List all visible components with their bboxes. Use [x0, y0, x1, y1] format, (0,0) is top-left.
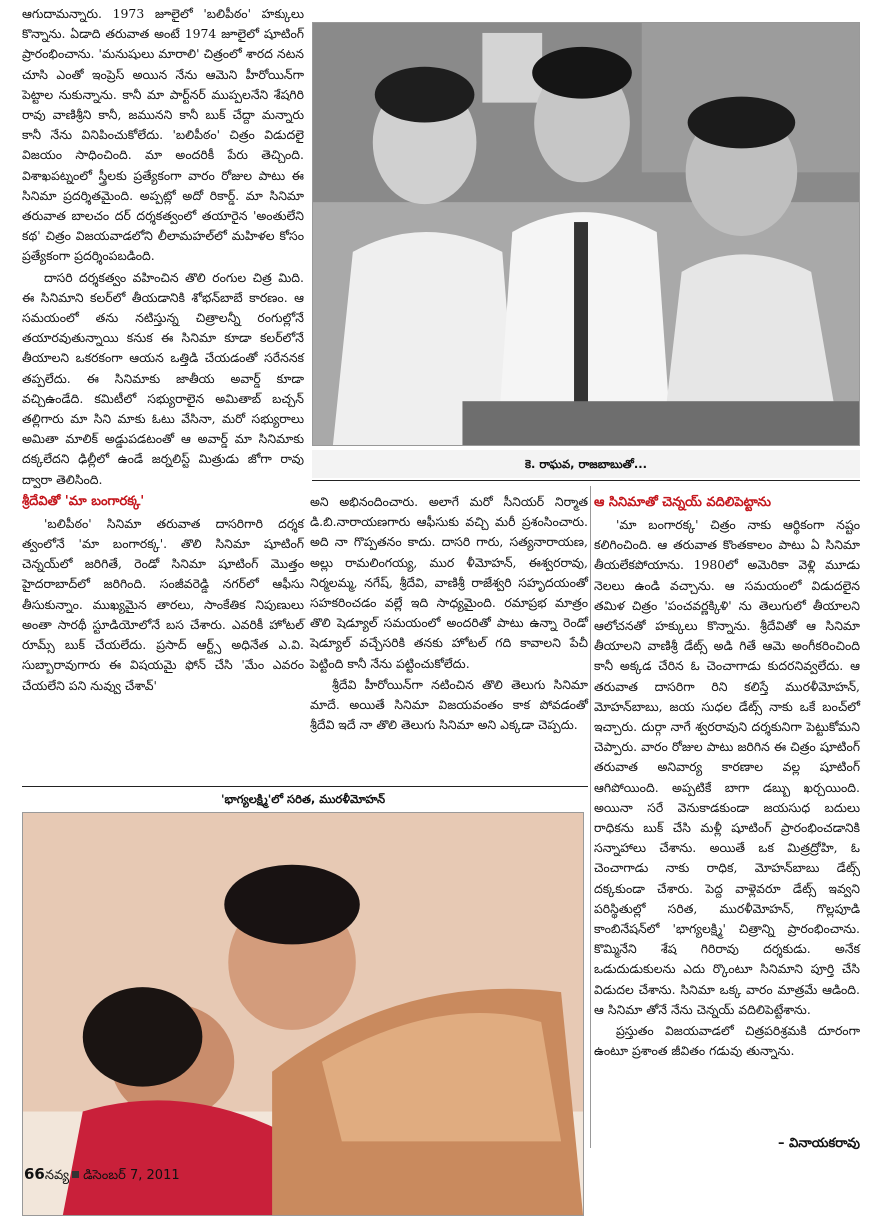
paragraph: శ్రీదేవి హీరోయిన్‌గా నటించిన తొలి తెలుగు సినిమా మాదే. అయితే సినిమా విజయవంతం కాక పోవడంతో శ్రీదేవి ఇదే నా తొలి తెలుగు సినిమా అని ఎక్కడా చెప్పదు. [310, 676, 588, 733]
column-divider [590, 486, 591, 1148]
issue-date: డిసెంబర్ 7, 2011 [83, 1168, 180, 1183]
paragraph: ఆగుదామన్నారు. 1973 జూలైలో 'బలిపీఠం' హక్కులు కొన్నాను. ఏడాది తరువాత అంటే 1974 జూలైలో షూటింగ్ ప్రారంభించాను. 'మనుషులు మారాలి' చిత్రంలో శారద నటన చూసి ఎంతో ఇంప్రెస్ అయిన నేను ఆమెని హీరోయిన్‌గా పెట్టాల నుకున్నాను. కానీ మా పార్ట్‌నర్ ముప్పలనేని శేషగిరి రావు వాణిశ్రీని కానీ, జమునని కానీ బుక్ చేద్దా మన్నారు కానీ నేను వినిపించుకోలేదు. 'బలిపీఠం' చిత్రం విడుదలై విజయం సాధించింది. మా అందరికీ పేరు తెచ్చింది. విశాఖపట్నంలో స్త్రీలకు ప్రత్యేకంగా వారం రోజుల పాటు ఈ సినిమా ప్రదర్శితమైంది. అప్పట్లో అదో రికార్డ్. మా సినిమా తరువాత బాలచం దర్ దర్శకత్వంలో తయారైన 'అంతులేని కథ' చిత్రం విజయవాడలోని లీలామహల్‌లో మహిళల కోసం ప్రత్యేకంగా ప్రదర్శింపబడింది. [22, 6, 304, 264]
paragraph: అని అభినందించారు. అలాగే మరో సీనియర్ నిర్మాత డి.బి.నారాయణగారు ఆఫీసుకు వచ్చి మరీ ప్రశంసించారు. అది నా గొప్పతనం కాదు. దాసరి గారు, సత్యనారాయణ, అల్లు రామలింగయ్య, ముర ళీమోహన్, ఈశ్వరరావు, నిర్మలమ్మ, నగేష్, శ్రీదేవి, వాణిశ్రీ రాజేశ్వరి సహృదయంతో సహకరించడం వల్లే ఇది సాధ్యమైంది. రమాప్రభ మాత్రం తొలి షెడ్యూల్ సమయంలో అందరితో పాటు ఉన్నా రెండో షెడ్యూల్ వచ్చేసరికి తనకు హోటల్ గది కావాలని పేచీ పెట్టింది కానీ నేను పట్టించుకోలేదు. [310, 494, 588, 671]
photo-film-still [22, 812, 584, 1216]
paragraph: దాసరి దర్శకత్వం వహించిన తొలి రంగుల చిత్ర మిది. ఈ సినిమాని కలర్‌లో తీయడానికి శోభన్‌బాబే కారణం. ఆ సమయంలో తను నటిస్తున్న చిత్రాలన్నీ రంగుల్లోనే తయారవుతున్నాయి కనుక ఈ సినిమా కూడా కలర్‌లోనే తీయాలని ఒకరకంగా ఆయన ఒత్తిడి చేయడంతో సరేననక తప్పలేదు. ఈ సినిమాకు జాతీయ అవార్డ్ కూడా వచ్చిఉండేది. కమిటీలో సభ్యురాలైన అమితాబ్ బచ్చన్ తల్లిగారు మా సిని మాకు ఓటు వేసినా, మరో సభ్యురాలు అమితా మాలిక్ అడ్డుపడటంతో ఆ అవార్డ్ మా సినిమాకు దక్కలేదని ఢిల్లీలో ఉండే జర్నలిస్ట్ మిత్రుడు జోగా రావు ద్వారా తెలిసింది. [22, 269, 304, 487]
color-film-still [23, 813, 583, 1215]
page-number: 66 [24, 1165, 45, 1183]
author-signature: – వినాయకరావు [777, 1136, 860, 1151]
section-heading: శ్రీదేవితో 'మా బంగారక్క' [22, 493, 145, 509]
article-column-left [22, 4, 304, 697]
photo-three-men [312, 22, 860, 446]
article-column-middle [310, 492, 588, 736]
divider [22, 786, 588, 787]
black-white-photo [313, 23, 859, 445]
divider [312, 480, 860, 481]
paragraph: 'బలిపీఠం' సినిమా తరువాత దాసరిగారి దర్శక త్వంలోనే 'మా బంగారక్క'. తొలి సినిమా షూటింగ్ చెన్నయ్‌లో జరిగితే, రెండో సినిమా షూటింగ్ మొత్తం హైదరాబాద్‌లో జరిగింది. సంజీవరెడ్డి నగర్‌లో ఆఫీసు తీసుకున్నాం. ముఖ్యమైన తారలు, సాంకేతిక నిపుణులు అంతా సారథీ స్టూడియోలోనే బస చేశారు. ఎవరికీ హోటల్ రూమ్స్ బుక్ చేయలేదు. ప్రసాద్ ఆర్ట్స్ అధినేత ఎ.వి. సుబ్బారావుగారు ఈ విషయమై ఫోన్ చేసి 'మేం ఎవరం చేయలేని పని నువ్వు చేశావ్' [22, 515, 304, 693]
paragraph: ప్రస్తుతం విజయవాడలో చిత్రపరిశ్రమకి దూరంగా ఉంటూ ప్రశాంత జీవితం గడువు తున్నాను. [594, 1023, 860, 1059]
article-column-right [594, 492, 860, 1062]
photo-caption: 'భాగ్యలక్ష్మి'లో సరిత, మురళీమోహన్ [220, 792, 386, 806]
square-bullet-icon [72, 1171, 79, 1178]
section-heading: ఆ సినిమాతో చెన్నయ్ వదిలిపెట్టాను [594, 495, 772, 510]
page-footer [24, 1162, 180, 1186]
photo-caption: కె. రాఘవ, రాజబాబుతో... [312, 450, 860, 478]
paragraph: 'మా బంగారక్క' చిత్రం నాకు ఆర్థికంగా నష్టం కలిగించింది. ఆ తరువాత కొంతకాలం పాటు ఏ సినిమా తీయలేకపోయాను. 1980లో అమెరికా వెళ్లి మూడు నెలలు ఉండి వచ్చాను. ఆ సమయంలో విడుదలైన తమిళ చిత్రం 'పంచవర్ణక్కిళి' ను తెలుగులో తీయాలని ఆలోచనతో హక్కులు కొన్నాను. శ్రీదేవితో ఆ సినిమా తీయాలని వాణిశ్రీ డేట్స్ అడి గితే ఆమె అంగీకరించింది కానీ అక్కడ చేరిన ఓ చెంచాగాడు కుదరనివ్వలేదు. ఆ తరువాత దాసరిగా రిని కలిస్తే మురళీమోహన్, మోహన్‌బాబు, జయ సుధల డేట్స్ నాకు ఒకే బంచ్‌లో ఇచ్చారు. దుర్గా నాగే శ్వరరావుని దర్శకునిగా పెట్టుకోమని చెప్పారు. వారం రోజుల పాటు జరిగిన ఈ చిత్రం షూటింగ్ తరువాత అనివార్య కారణాల వల్ల షూటింగ్ ఆగిపోయింది. అప్పటికే బాగా డబ్బు ఖర్చయింది. అయినా సరే వెనుకాడకుండా జయసుధ బదులు రాధికను బుక్ చేసి మళ్లీ షూటింగ్ ప్రారంభించడానికి సన్నాహాలు చేశాను. అయితే ఒక మిత్రద్రోహి, ఓ చెంచాగాడు నాకు రాధిక, మోహన్‌బాబు డేట్స్ దక్కకుండా చేశారు. పెద్ద వాళ్లెవరూ డేట్స్ ఇవ్వని పరిస్థితుల్లో సరిత, మురళీమోహన్, గొల్లపూడి కాంబినేషన్‌లో 'భాగ్యలక్ష్మి' చిత్రాన్ని ప్రారంభించాను. కొమ్మినేని శేష గిరిరావు దర్శకుడు. అనేక ఒడుదుడుకులను ఎదు ర్కొంటూ సినిమాని పూర్తి చేసి విడుదల చేశాను. సినిమా ఒక్క వారం మాత్రమే ఆడింది. ఆ సినిమా తోనే నేను చెన్నయ్ వదిలిపెట్టేశాను. [594, 517, 860, 1017]
magazine-name: నవ్య [44, 1168, 70, 1183]
